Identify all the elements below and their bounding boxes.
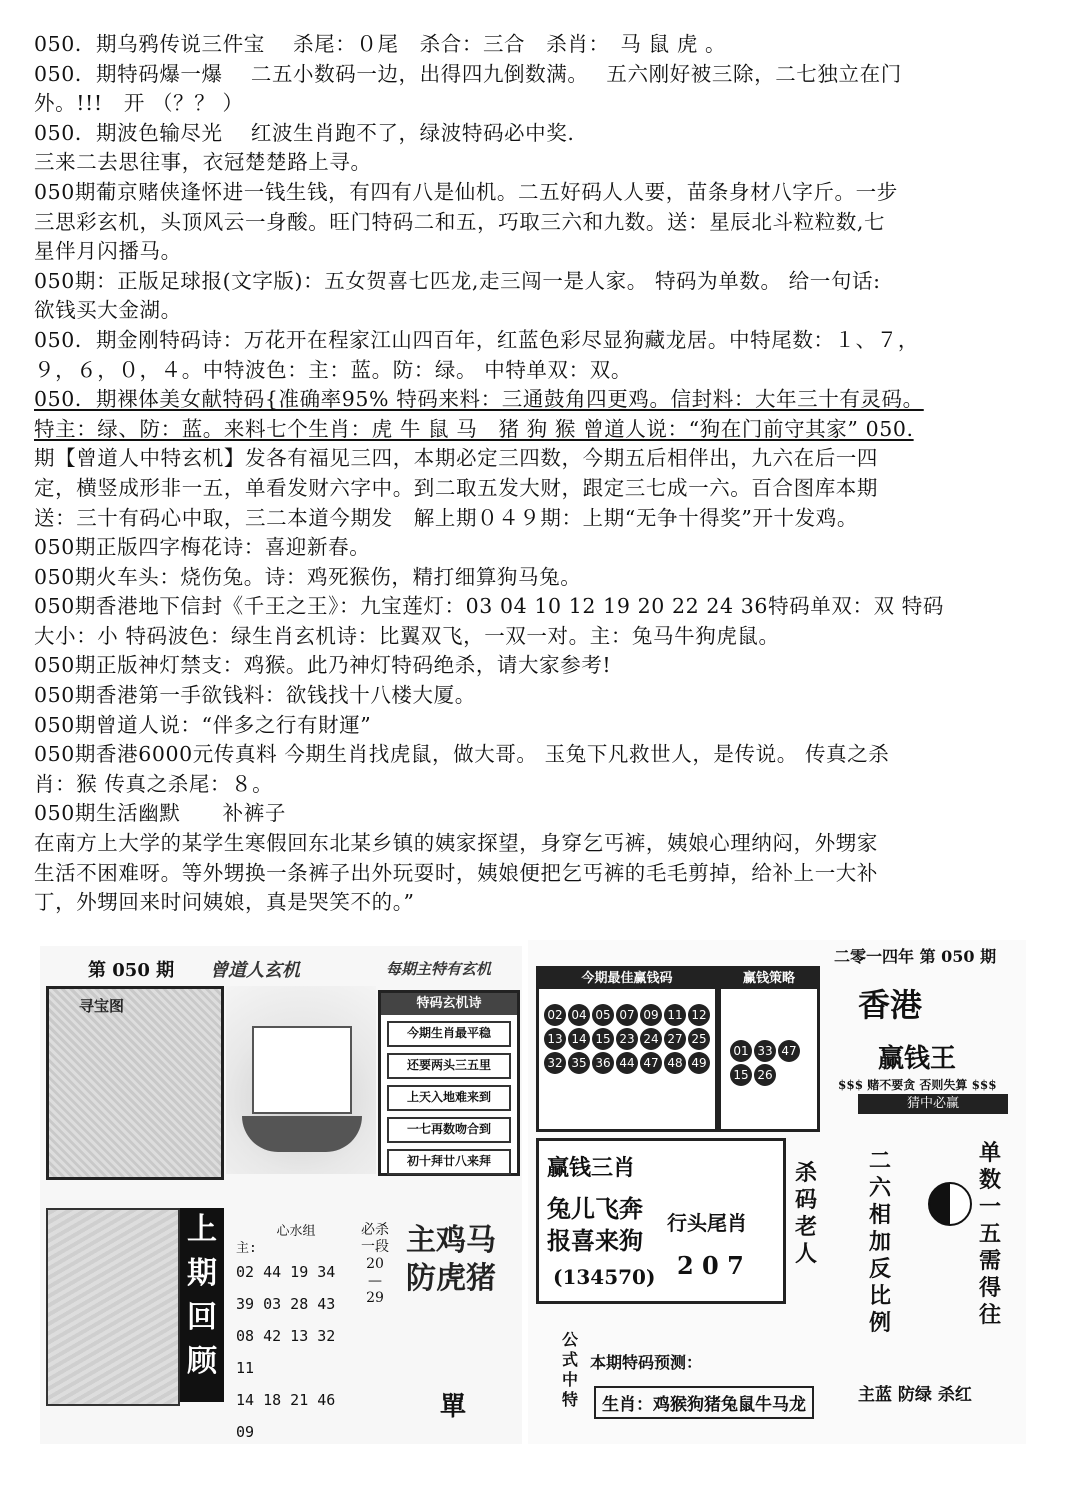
strategy-ball: 26: [754, 1064, 776, 1086]
head-tail-numbers: 2 0 7: [677, 1251, 744, 1280]
head-tail-label: 行头尾肖: [667, 1211, 747, 1235]
text-line: 050期葡京赌侠逢怀进一钱生钱，有四有八是仙机。二五好码人人要，苗条身材八字斤。一步: [34, 179, 898, 204]
right-lottery-panel: [528, 940, 1026, 1444]
number-ball: 14: [568, 1028, 590, 1050]
text-line: 050期火车头：烧伤兔。诗：鸡死猴伤，精打细算狗马兔。: [34, 564, 582, 589]
poem-item: 今期生肖最平稳: [387, 1021, 511, 1047]
single-badge: 單: [440, 1392, 467, 1422]
text-line: 050期正版神灯禁支：鸡猴。此乃神灯特码绝杀，请大家参考!: [34, 653, 612, 678]
text-line: 外。!!! 开 （？？ ）: [34, 91, 244, 116]
strategy-balls: [721, 989, 817, 1087]
article-text: [34, 30, 1044, 918]
text-line: 特主：绿、防：蓝。来料七个生肖：虎 牛 鼠 马 猪 狗 猴 曾道人说：“狗在门前守其家” 050.: [34, 416, 914, 441]
strategy-ball: 47: [778, 1040, 800, 1062]
number-ball: 09: [640, 1004, 662, 1026]
number-ball: 27: [664, 1028, 686, 1050]
kill-range-text: 必杀一段20—29: [361, 1222, 389, 1306]
hull-icon: [242, 1116, 362, 1152]
poem-list-heading: 特码玄机诗: [381, 993, 517, 1015]
hong-kong-title: 香港: [858, 986, 923, 1024]
prediction-title: 本期特码预测：: [590, 1353, 703, 1372]
text-line: 050期生活幽默 补裤子: [34, 801, 286, 826]
number-ball: 36: [592, 1052, 614, 1074]
panel-title: 曾道人玄机: [210, 960, 300, 981]
number-ball: 23: [616, 1028, 638, 1050]
number-row: 14 18 21 46 09: [236, 1391, 336, 1441]
color-advice: 主蓝 防绿 杀红: [858, 1385, 972, 1405]
number-grid-label: 主:: [236, 1241, 257, 1256]
number-ball: 11: [664, 1004, 686, 1026]
text-line: 生活不困难呀。等外甥换一条裤子出外玩耍时，姨娘便把乞丐裤的毛毛剪掉，给补上一大补: [34, 860, 878, 885]
number-grid: [236, 1222, 356, 1444]
issue-number: 第 050 期: [88, 960, 175, 981]
text-line: 送：三十有码心中取，三二本道今期发 解上期０４９期：上期“无争十得奖”开十发鸡。: [34, 505, 858, 530]
text-line: 050期香港6000元传真料 今期生肖找虎鼠，做大哥。 玉兔下凡救世人，是传说。 传真之杀: [34, 742, 890, 767]
strategy-ball: 15: [730, 1064, 752, 1086]
poem-item: 初十拜廿八来拜: [387, 1149, 511, 1175]
number-ball: 32: [544, 1052, 566, 1074]
text-line: 050期正版四字梅花诗：喜迎新春。: [34, 535, 371, 560]
left-lottery-panel: [40, 946, 522, 1444]
poem-list: [378, 990, 520, 1176]
three-zodiac-box: [536, 1138, 786, 1304]
issue-date: 二零一四年 第 050 期: [834, 947, 997, 966]
number-row: 39 03 28 43: [236, 1295, 336, 1313]
text-line: ９，６，０，４。中特波色：主：蓝。防：绿。 中特单双：双。: [34, 357, 632, 382]
single-odd-text: 单数一五需得往: [978, 1140, 1001, 1328]
number-ball: 48: [664, 1052, 686, 1074]
number-ball: 47: [640, 1052, 662, 1074]
number-ball: 12: [688, 1004, 710, 1026]
text-line: 大小：小 特码波色：绿生肖玄机诗：比翼双飞，一双一对。主：兔马牛狗虎鼠。: [34, 623, 780, 648]
number-ball: 07: [616, 1004, 638, 1026]
strategy-box: [718, 966, 820, 1132]
strategy-heading: 赢钱策略: [721, 969, 817, 989]
text-line: 三来二去思往事，衣冠楚楚路上寻。: [34, 150, 372, 175]
number-ball: 25: [688, 1028, 710, 1050]
treasure-map-label: 寻宝图: [79, 997, 125, 1015]
landscape-image: [46, 1208, 180, 1406]
text-line: 定，横竖成形非一五，单看发财六字中。到二取五发大财，跟定三七成一六。百合图库本期: [34, 475, 878, 500]
best-numbers-box: [536, 966, 718, 1132]
text-line: 三思彩玄机，头顶风云一身酸。旺门特码二和五，巧取三六和九数。送：星辰北斗粒粒数,七: [34, 209, 886, 234]
yin-yang-icon: [928, 1182, 972, 1226]
panel-subtitle: 每期主特有玄机: [386, 960, 492, 978]
text-line: 肖：猴 传真之杀尾：８。: [34, 771, 274, 796]
last-issue-review: 上期回顾: [180, 1208, 224, 1402]
number-row: 08 42 13 32 11: [236, 1327, 336, 1377]
poem-item: 上天入地难来到: [387, 1085, 511, 1111]
prediction-zodiac: 生肖：鸡猴狗猪兔鼠牛马龙: [594, 1386, 814, 1419]
text-line: 在南方上大学的某学生寒假回东北某乡镇的姨家探望，身穿乞丐裤，姨娘心理纳闷，外甥家: [34, 831, 878, 856]
text-line: 050．期乌鸦传说三件宝 杀尾：０尾 杀合：三合 杀肖： 马 鼠 虎 。: [34, 32, 727, 56]
number-ball: 15: [592, 1028, 614, 1050]
number-ball: 05: [592, 1004, 614, 1026]
three-zodiac-title: 赢钱三肖: [547, 1155, 636, 1181]
number-balls: [539, 989, 715, 1075]
number-ball: 04: [568, 1004, 590, 1026]
text-line: 050期香港第一手欲钱料：欲钱找十八楼大厦。: [34, 683, 476, 708]
three-zodiac-code: (134570): [553, 1265, 656, 1289]
sure-win-banner: 猜中必赢: [858, 1094, 1008, 1114]
number-grid-title: 心水组: [276, 1224, 316, 1239]
kill-code-elder: 杀码老人: [794, 1160, 817, 1267]
poem-item: 还要两头三五里: [387, 1053, 511, 1079]
text-line: 050．期金刚特码诗：万花开在程家江山四百年，红蓝色彩尽显狗藏龙居。中特尾数：１、７，: [34, 327, 919, 352]
number-ball: 24: [640, 1028, 662, 1050]
number-row: 02 44 19 34: [236, 1263, 336, 1281]
formula-label: 公式中特: [561, 1330, 578, 1409]
text-line: 050．期裸体美女献特码{准确率95% 特码来料：三通鼓角四更鸡。信封料：大年三十有灵码。: [34, 387, 924, 412]
treasure-map-image: [46, 986, 224, 1180]
number-ball: 35: [568, 1052, 590, 1074]
text-line: 050．期波色输尽光 红波生肖跑不了，绿波特码必中奖.: [34, 120, 575, 145]
text-line: 050期香港地下信封《千王之王》：九宝莲灯：03 04 10 12 19 20 22 24 36特码单双：双 特码: [34, 594, 944, 619]
text-line: 050期：正版足球报(文字版)：五女贺喜七匹龙,走三闯一是人家。 特码为单数。 给一句话:: [34, 268, 881, 293]
number-ball: 02: [544, 1004, 566, 1026]
number-ball: 13: [544, 1028, 566, 1050]
sailboat-illustration: [226, 986, 376, 1174]
text-line: 欲钱买大金湖。: [34, 298, 182, 323]
sum-ratio-text: 二六相加反比例: [868, 1148, 891, 1336]
text-line: 星伴月闪播马。: [34, 239, 182, 264]
three-zodiac-poem: 兔儿飞奔 报喜来狗: [547, 1194, 643, 1255]
strategy-ball: 33: [754, 1040, 776, 1062]
number-ball: 49: [688, 1052, 710, 1074]
text-line: 期【曾道人中特玄机】发各有福见三四，本期必定三四数，今期五后相伴出，九六在后一四: [34, 446, 878, 471]
sail-icon: [252, 1026, 352, 1114]
text-line: 050期曾道人说：“伴多之行有財運”: [34, 712, 372, 737]
text-line: 丁，外甥回来时问姨娘，真是哭笑不的。”: [34, 890, 415, 915]
poem-item: 一七再数吻合到: [387, 1117, 511, 1143]
win-king-title: 赢钱王: [878, 1044, 957, 1074]
best-numbers-heading: 今期最佳赢钱码: [539, 969, 715, 989]
text-line: 050．期特码爆一爆 二五小数码一边，出得四九倒数满。 五六刚好被三除，二七独立在门: [34, 61, 902, 86]
number-ball: 44: [616, 1052, 638, 1074]
strategy-ball: 01: [730, 1040, 752, 1062]
main-zodiac-text: 主鸡马防虎猪: [406, 1223, 496, 1296]
slogan: $$$ 赌不要贪 否则失算 $$$: [838, 1078, 997, 1092]
